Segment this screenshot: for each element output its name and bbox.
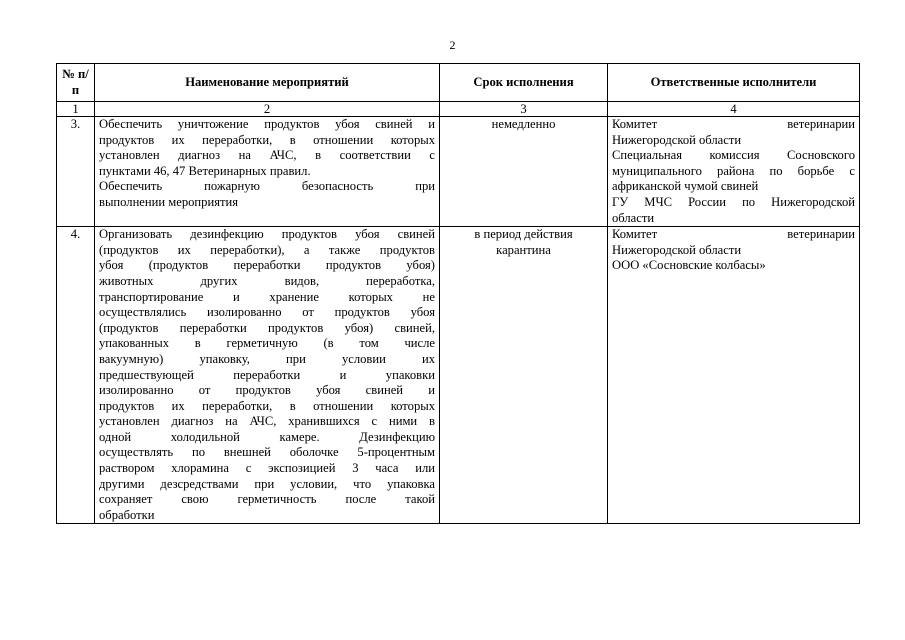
text-line: ГУ МЧС России по Нижегородской (612, 194, 855, 209)
text-line: убоя (продуктов переработки продуктов убоя) (99, 258, 435, 273)
text-line: предшествующей переработки и упаковки (99, 367, 435, 382)
header-number: № п/п (57, 64, 95, 102)
row-number: 4. (57, 227, 95, 524)
column-number-row (57, 102, 860, 117)
header-measures: Наименование мероприятий (95, 64, 440, 102)
text-line: Комитет ветеринарии (612, 227, 855, 242)
text-line: упакованных в герметичную (в том числе (99, 336, 435, 351)
text-line: пунктами 46, 47 Ветеринарных правил. (99, 163, 311, 178)
text-line: африканской чумой свиней (612, 179, 759, 194)
text-line: продуктов их переработки, в отношении которых (99, 132, 435, 147)
text-line: транспортирование и хранение которых не (99, 289, 435, 304)
deadline: немедленно (440, 117, 608, 227)
measure-description (95, 117, 440, 227)
column-number: 3 (440, 102, 608, 117)
header-term: Срок исполнения (440, 64, 608, 102)
text-line: области (612, 210, 655, 225)
table-header-row (57, 64, 860, 102)
column-number: 2 (95, 102, 440, 117)
measure-description (95, 227, 440, 524)
text-line: вакуумную) упаковку, при условии их (99, 351, 435, 366)
responsible-executors (608, 227, 860, 524)
column-number: 1 (57, 102, 95, 117)
text-line: Организовать дезинфекцию продуктов убоя свиней (99, 227, 435, 242)
text-line: осуществлялись изолированно от продуктов убоя (99, 305, 435, 320)
text-line: другими дезсредствами при условии, что упаковка (99, 476, 435, 491)
text-line: установлен диагноз на АЧС, хранившихся с ними в (99, 414, 435, 429)
text-line: сохраняет свою герметичность после такой (99, 492, 435, 507)
deadline (440, 227, 608, 524)
text-line: установлен диагноз на АЧС, в соответствии с (99, 148, 435, 163)
header-responsible: Ответственные исполнители (608, 64, 860, 102)
text-line: изолированно от продуктов убоя свиней и (99, 383, 435, 398)
text-line: ООО «Сосновские колбасы» (612, 258, 766, 273)
text-line: обработки (99, 507, 155, 522)
table-row (57, 227, 860, 524)
text-line: Обеспечить пожарную безопасность при (99, 179, 435, 194)
text-line: в период действия (474, 227, 573, 242)
text-line: раствором хлорамина с экспозицией 3 часа или (99, 461, 435, 476)
table-row (57, 117, 860, 227)
text-line: (продуктов их переработки), а также продуктов (99, 242, 435, 257)
text-line: осуществлять по внешней оболочке 5-процентным (99, 445, 435, 460)
text-line: Нижегородской области (612, 132, 742, 147)
text-line: одной холодильной камере. Дезинфекцию (99, 429, 435, 444)
text-line: животных других видов, переработка, (99, 273, 435, 288)
text-line: карантина (496, 242, 551, 257)
text-line: Специальная комиссия Сосновского (612, 148, 855, 163)
column-number: 4 (608, 102, 860, 117)
page-number: 2 (449, 38, 456, 52)
text-line: Обеспечить уничтожение продуктов убоя свиней и (99, 117, 435, 131)
text-line: Комитет ветеринарии (612, 117, 855, 131)
text-line: выполнении мероприятия (99, 194, 239, 209)
text-line: (продуктов переработки продуктов убоя) свиней, (99, 320, 435, 335)
text-line: Нижегородской области (612, 242, 742, 257)
measures-table (56, 63, 860, 524)
text-line: продуктов их переработки, в отношении которых (99, 398, 435, 413)
text-line: муниципального района по борьбе с (612, 163, 855, 178)
row-number: 3. (57, 117, 95, 227)
responsible-executors (608, 117, 860, 227)
